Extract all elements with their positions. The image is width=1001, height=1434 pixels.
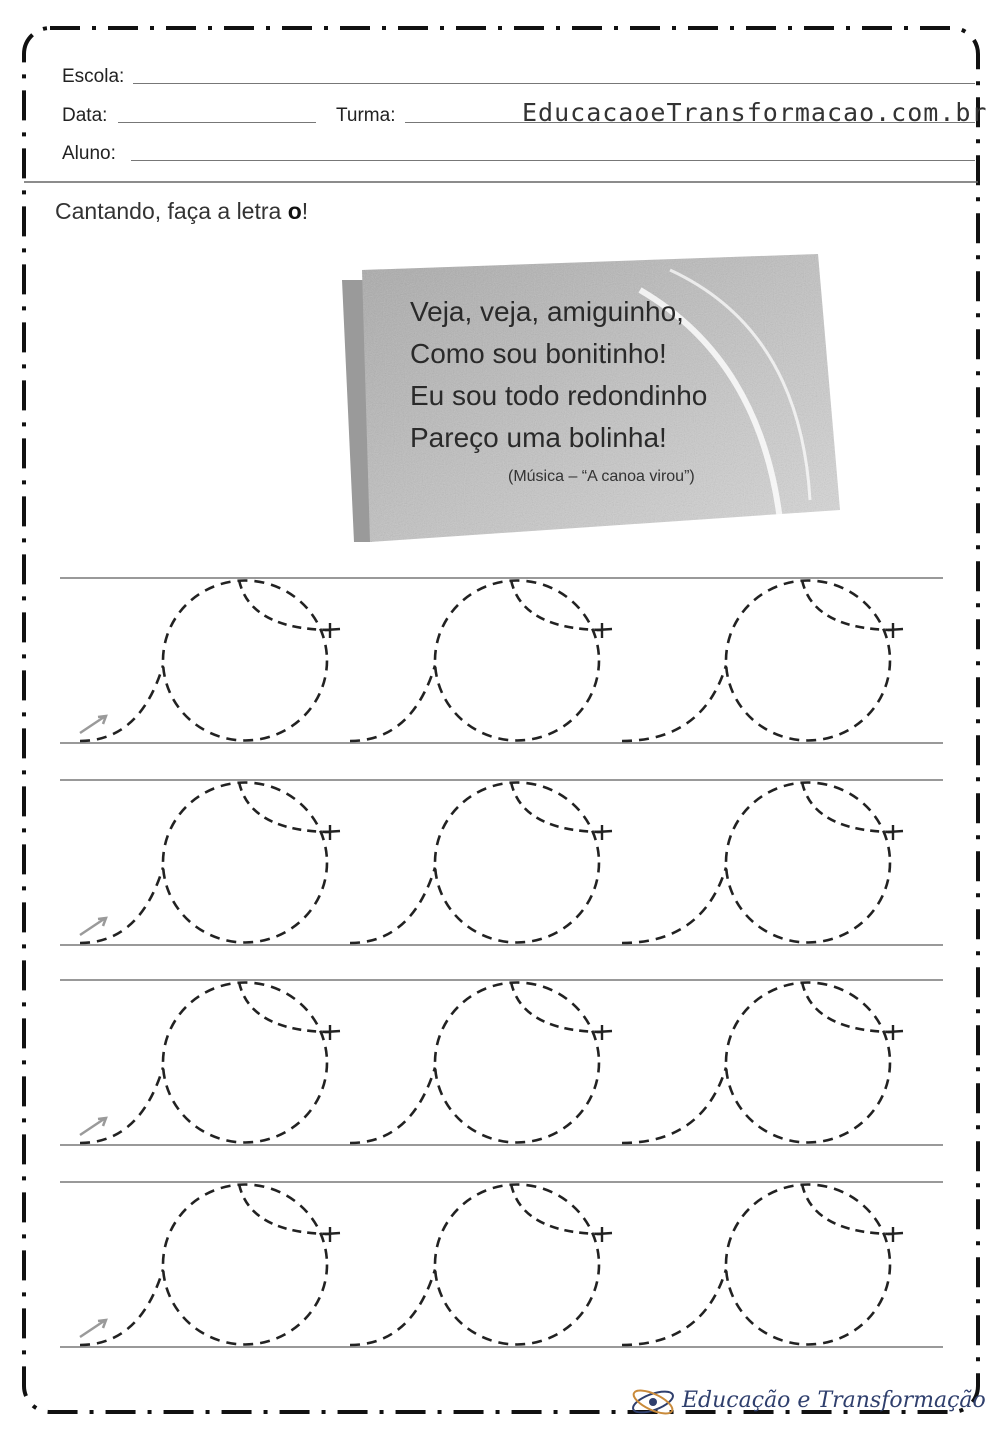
tracing-row[interactable] bbox=[60, 1182, 943, 1347]
student-label: Aluno: bbox=[62, 143, 116, 164]
class-label: Turma: bbox=[336, 105, 396, 126]
letter-o-outline bbox=[726, 581, 890, 741]
poem-credit: (Música – “A canoa virou”) bbox=[508, 468, 695, 485]
instruction-prefix: Cantando, faça a letra bbox=[55, 198, 288, 224]
poem-line: Eu sou todo redondinho bbox=[410, 380, 708, 411]
tracing-letter-o[interactable] bbox=[80, 1184, 340, 1345]
letter-o-tail bbox=[239, 580, 333, 630]
instruction-letter: o bbox=[287, 198, 302, 224]
tail-end-mark bbox=[325, 1025, 340, 1040]
letter-o-outline bbox=[726, 783, 890, 943]
tail-end-mark bbox=[888, 825, 903, 840]
approach-stroke bbox=[350, 1068, 435, 1144]
tail-end-mark bbox=[888, 1025, 903, 1040]
letter-o-outline bbox=[726, 983, 890, 1143]
site-watermark: EducacaoeTransformacao.com.br bbox=[522, 98, 988, 127]
tracing-letter-o[interactable] bbox=[80, 580, 340, 741]
tail-end-mark bbox=[888, 623, 903, 638]
tracing-letter-o[interactable] bbox=[622, 782, 903, 943]
tail-end-mark bbox=[597, 1227, 612, 1242]
letter-o-outline bbox=[163, 581, 327, 741]
tail-end-mark bbox=[325, 825, 340, 840]
approach-stroke bbox=[80, 868, 163, 944]
approach-stroke bbox=[80, 1270, 163, 1346]
tracing-row[interactable] bbox=[60, 780, 943, 945]
tail-end-mark bbox=[888, 1227, 903, 1242]
poem-line: Veja, veja, amiguinho, bbox=[410, 296, 684, 327]
letter-o-tail bbox=[802, 982, 896, 1032]
letter-o-tail bbox=[511, 782, 605, 832]
approach-stroke bbox=[622, 1068, 726, 1144]
approach-stroke bbox=[80, 666, 163, 742]
tail-end-mark bbox=[325, 623, 340, 638]
tracing-letter-o[interactable] bbox=[622, 1184, 903, 1345]
letter-o-outline bbox=[435, 783, 599, 943]
letter-o-outline bbox=[435, 581, 599, 741]
letter-o-tail bbox=[239, 1184, 333, 1234]
footer-brand: Educação e Transformação bbox=[682, 1388, 986, 1413]
date-label: Data: bbox=[62, 105, 108, 126]
start-arrow-icon bbox=[80, 918, 106, 935]
tail-end-mark bbox=[597, 1025, 612, 1040]
approach-stroke bbox=[622, 1270, 726, 1346]
tracing-row[interactable] bbox=[60, 578, 943, 743]
start-arrow-icon bbox=[80, 1320, 106, 1337]
poem-line: Como sou bonitinho! bbox=[410, 338, 667, 369]
letter-o-tail bbox=[239, 782, 333, 832]
letter-o-tail bbox=[802, 782, 896, 832]
letter-o-outline bbox=[163, 1185, 327, 1345]
letter-o-tail bbox=[802, 580, 896, 630]
approach-stroke bbox=[622, 666, 726, 742]
letter-o-outline bbox=[163, 983, 327, 1143]
tail-end-mark bbox=[597, 623, 612, 638]
tracing-row[interactable] bbox=[60, 980, 943, 1145]
letter-o-tail bbox=[802, 1184, 896, 1234]
approach-stroke bbox=[350, 666, 435, 742]
approach-stroke bbox=[80, 1068, 163, 1144]
tail-end-mark bbox=[325, 1227, 340, 1242]
letter-o-outline bbox=[163, 783, 327, 943]
start-arrow-icon bbox=[80, 1118, 106, 1135]
letter-o-tail bbox=[511, 580, 605, 630]
tracing-letter-o[interactable] bbox=[80, 782, 340, 943]
letter-o-tail bbox=[511, 982, 605, 1032]
approach-stroke bbox=[622, 868, 726, 944]
poem-line: Pareço uma bolinha! bbox=[410, 422, 667, 453]
instruction-suffix: ! bbox=[301, 198, 309, 224]
tracing-letter-o[interactable] bbox=[622, 982, 903, 1143]
approach-stroke bbox=[350, 1270, 435, 1346]
tracing-letter-o[interactable] bbox=[622, 580, 903, 741]
tracing-letter-o[interactable] bbox=[80, 982, 340, 1143]
tail-end-mark bbox=[597, 825, 612, 840]
tracing-letter-o[interactable] bbox=[350, 1184, 612, 1345]
letter-o-outline bbox=[435, 1185, 599, 1345]
tracing-letter-o[interactable] bbox=[350, 982, 612, 1143]
start-arrow-icon bbox=[80, 716, 106, 733]
letter-o-outline bbox=[726, 1185, 890, 1345]
school-label: Escola: bbox=[62, 66, 125, 87]
tracing-letter-o[interactable] bbox=[350, 580, 612, 741]
letter-o-tail bbox=[511, 1184, 605, 1234]
tracing-letter-o[interactable] bbox=[350, 782, 612, 943]
approach-stroke bbox=[350, 868, 435, 944]
atom-logo-icon bbox=[628, 1384, 678, 1420]
letter-o-tail bbox=[239, 982, 333, 1032]
letter-o-outline bbox=[435, 983, 599, 1143]
